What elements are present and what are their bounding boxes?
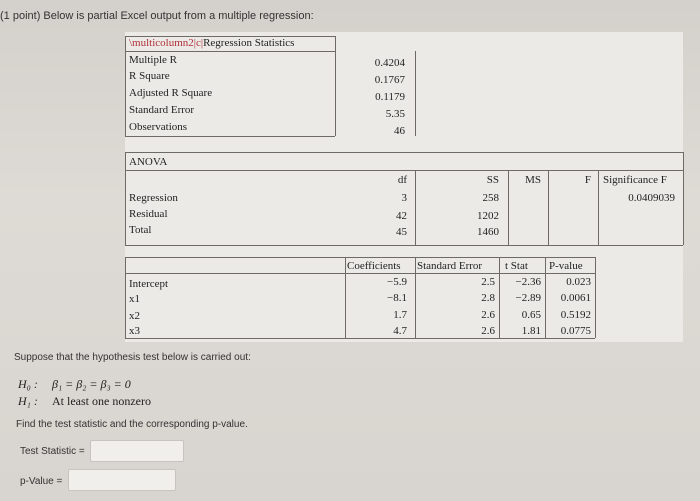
test-statistic-label: Test Statistic =: [20, 446, 85, 457]
anova-header-df: df: [397, 174, 407, 186]
coef-header-p-value: P-value: [549, 260, 583, 272]
test-statistic-input[interactable]: [90, 440, 184, 462]
anova-header-f: F: [584, 174, 591, 186]
anova-df-regression: 3: [401, 192, 407, 204]
coef-value-intercept: −5.9: [387, 276, 407, 288]
coef-p-x2: 0.5192: [560, 309, 591, 321]
coef-header-coefficients: Coefficients: [347, 260, 401, 272]
stat-label-adjusted-r-square: Adjusted R Square: [129, 87, 213, 99]
coef-value-x1: −8.1: [387, 292, 407, 304]
h1-expression: At least one nonzero: [52, 394, 151, 408]
coef-label-x2: x2: [129, 310, 140, 322]
h0-expression: β₁ = β₂ = β₃ = 0: [52, 377, 131, 391]
stat-value-standard-error: 5.35: [385, 108, 405, 120]
stat-value-adjusted-r-square: 0.1179: [375, 91, 405, 103]
instruction-text: Find the test statistic and the corresponding p-value.: [16, 419, 248, 430]
title-markup-prefix: \multicolumn2|c|: [129, 37, 204, 49]
stat-value-r-square: 0.1767: [374, 74, 405, 86]
anova-ss-total: 1460: [477, 226, 499, 238]
anova-label-residual: Residual: [129, 208, 168, 220]
question-header: (1 point) Below is partial Excel output from a multiple regression:: [0, 10, 314, 22]
coef-label-intercept: Intercept: [129, 278, 169, 290]
stat-value-multiple-r: 0.4204: [374, 57, 405, 69]
anova-header-significance-f: Significance F: [603, 174, 667, 186]
p-value-label: p-Value =: [20, 476, 63, 487]
regression-stats-title: [129, 37, 294, 50]
h1-label: H₁ :: [18, 394, 38, 408]
coef-t-x2: 0.65: [521, 309, 541, 321]
coef-t-x1: −2.89: [515, 292, 541, 304]
coef-p-intercept: 0.023: [566, 276, 591, 288]
hypothesis-intro: Suppose that the hypothesis test below is carried out:: [14, 352, 251, 363]
coef-se-x3: 2.6: [481, 325, 495, 337]
anova-df-total: 45: [396, 226, 407, 238]
coef-se-intercept: 2.5: [481, 276, 495, 288]
coef-p-x1: 0.0061: [560, 292, 591, 304]
coef-header-standard-error: Standard Error: [417, 260, 483, 272]
coef-value-x2: 1.7: [393, 309, 407, 321]
coef-se-x2: 2.6: [481, 309, 495, 321]
excel-output-table: [125, 32, 683, 342]
title-main: Regression Statistics: [203, 37, 295, 49]
coef-value-x3: 4.7: [393, 325, 407, 337]
p-value-input[interactable]: [68, 469, 176, 491]
coef-header-t-stat: t Stat: [505, 260, 528, 272]
anova-ss-regression: 258: [482, 192, 499, 204]
coef-p-x3: 0.0775: [560, 325, 591, 337]
coef-label-x1: x1: [129, 293, 140, 305]
anova-header-ss: SS: [486, 174, 499, 186]
coef-t-x3: 1.81: [521, 325, 541, 337]
stat-label-standard-error: Standard Error: [129, 104, 195, 116]
anova-title: ANOVA: [129, 156, 168, 168]
anova-header-ms: MS: [525, 174, 541, 186]
stat-value-observations: 46: [394, 125, 405, 137]
stat-label-r-square: R Square: [129, 70, 170, 82]
coef-t-intercept: −2.36: [515, 276, 541, 288]
coef-label-x3: x3: [129, 325, 140, 337]
stat-label-observations: Observations: [129, 121, 188, 133]
anova-label-regression: Regression: [129, 192, 178, 204]
anova-significance-f-regression: 0.0409039: [628, 192, 675, 204]
anova-label-total: Total: [129, 224, 152, 236]
anova-df-residual: 42: [396, 210, 407, 222]
coef-se-x1: 2.8: [481, 292, 495, 304]
h0-label: H₀ :: [18, 377, 38, 391]
anova-ss-residual: 1202: [477, 210, 499, 222]
stat-label-multiple-r: Multiple R: [129, 54, 177, 66]
